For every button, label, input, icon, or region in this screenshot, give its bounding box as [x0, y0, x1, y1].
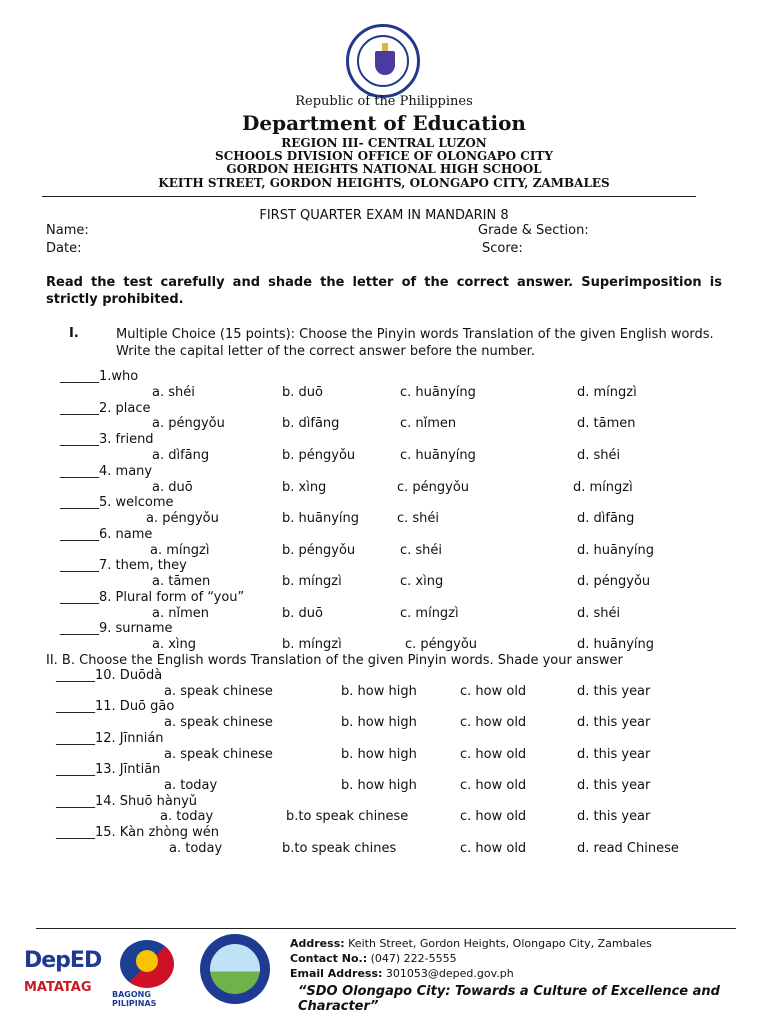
q4-choice-a[interactable]: a. duō: [152, 480, 193, 495]
q5-choice-c[interactable]: c. shéi: [397, 511, 440, 526]
question-1-prompt: ______1.who: [60, 369, 139, 384]
q3-choice-b[interactable]: b. péngyǒu: [282, 448, 356, 463]
address-line: KEITH STREET, GORDON HEIGHTS, OLONGAPO CITY, ZAMBALES: [158, 176, 610, 190]
question-7-prompt: ______7. them, they: [60, 558, 187, 573]
q4-choice-b[interactable]: b. xìng: [282, 480, 327, 495]
q8-choice-d[interactable]: d. shéi: [577, 606, 621, 621]
question-2-prompt: ______2. place: [60, 401, 151, 416]
grade-section-label: Grade & Section:: [478, 223, 589, 238]
question-12-prompt: ______12. Jīnnián: [56, 731, 164, 746]
name-label: Name:: [46, 223, 89, 238]
date-label: Date:: [46, 241, 82, 256]
q10-choice-b[interactable]: b. how high: [341, 684, 417, 699]
q8-choice-b[interactable]: b. duō: [282, 606, 323, 621]
q7-choice-d[interactable]: d. péngyǒu: [577, 574, 651, 589]
exam-title: FIRST QUARTER EXAM IN MANDARIN 8: [259, 208, 509, 223]
q10-choice-d[interactable]: d. this year: [577, 684, 651, 699]
q12-choice-a[interactable]: a. speak chinese: [164, 747, 273, 762]
question-15-prompt: ______15. Kàn zhòng wén: [56, 825, 219, 840]
q14-choice-d[interactable]: d. this year: [577, 809, 651, 824]
q12-choice-c[interactable]: c. how old: [460, 747, 527, 762]
q11-choice-b[interactable]: b. how high: [341, 715, 417, 730]
q8-choice-a[interactable]: a. nǐmen: [152, 606, 209, 621]
question-14-prompt: ______14. Shuō hànyǔ: [56, 794, 198, 809]
q1-choice-b[interactable]: b. duō: [282, 385, 323, 400]
footer-email: [290, 967, 514, 980]
q12-choice-d[interactable]: d. this year: [577, 747, 651, 762]
address-value: Keith Street, Gordon Heights, Olongapo City, Zambales: [348, 937, 652, 950]
footer-contact: [290, 952, 457, 965]
q6-choice-a[interactable]: a. míngzì: [150, 543, 210, 558]
q9-choice-d[interactable]: d. huānyíng: [577, 637, 654, 652]
q4-choice-c[interactable]: c. péngyǒu: [397, 480, 470, 495]
part2-directions: II. B. Choose the English words Translation of the given Pinyin words. Shade your answer: [46, 653, 623, 668]
q7-choice-c[interactable]: c. xìng: [400, 574, 444, 589]
email-label: Email Address:: [290, 967, 383, 980]
q15-choice-c[interactable]: c. how old: [460, 841, 527, 856]
q1-choice-c[interactable]: c. huānyíng: [400, 385, 476, 400]
bagong-pilipinas-logo: [112, 936, 182, 1008]
question-11-prompt: ______11. Duō gāo: [56, 699, 175, 714]
part1-directions: Multiple Choice (15 points): Choose the Pinyin words Translation of the given English words. Write the capital letter of the correct answer before the number.: [116, 327, 714, 359]
question-9-prompt: ______9. surname: [60, 621, 173, 636]
q3-choice-d[interactable]: d. shéi: [577, 448, 621, 463]
q8-choice-c[interactable]: c. míngzì: [400, 606, 459, 621]
question-3-prompt: ______3. friend: [60, 432, 154, 447]
q10-choice-a[interactable]: a. speak chinese: [164, 684, 273, 699]
q9-choice-c[interactable]: c. péngyǒu: [405, 637, 478, 652]
footer-address: [290, 937, 652, 950]
q11-choice-c[interactable]: c. how old: [460, 715, 527, 730]
q2-choice-b[interactable]: b. dìfāng: [282, 416, 340, 431]
q13-choice-b[interactable]: b. how high: [341, 778, 417, 793]
q5-choice-d[interactable]: d. dìfāng: [577, 511, 635, 526]
q15-choice-a[interactable]: a. today: [169, 841, 223, 856]
question-8-prompt: ______8. Plural form of “you”: [60, 590, 245, 605]
matatag-logo-text: MATATAG: [24, 980, 92, 995]
school-seal-logo: [200, 934, 270, 1004]
q1-choice-a[interactable]: a. shéi: [152, 385, 195, 400]
q14-choice-a[interactable]: a. today: [160, 809, 214, 824]
q13-choice-a[interactable]: a. today: [164, 778, 218, 793]
q10-choice-c[interactable]: c. how old: [460, 684, 527, 699]
bagong-pilipinas-label: BAGONG PILIPINAS: [112, 990, 157, 1008]
q7-choice-b[interactable]: b. míngzì: [282, 574, 342, 589]
header-divider: [42, 196, 696, 197]
q5-choice-b[interactable]: b. huānyíng: [282, 511, 359, 526]
department-title: Department of Education: [242, 111, 526, 135]
q4-choice-d[interactable]: d. míngzì: [573, 480, 633, 495]
q9-choice-a[interactable]: a. xìng: [152, 637, 197, 652]
question-10-prompt: ______10. Duōdà: [56, 668, 163, 683]
q14-choice-b[interactable]: b.to speak chinese: [286, 809, 409, 824]
q12-choice-b[interactable]: b. how high: [341, 747, 417, 762]
deped-matatag-logo: [24, 944, 100, 1000]
division-line: SCHOOLS DIVISION OFFICE OF OLONGAPO CITY: [215, 149, 553, 163]
part1-number: I.: [69, 326, 79, 341]
q13-choice-c[interactable]: c. how old: [460, 778, 527, 793]
question-5-prompt: ______5. welcome: [60, 495, 174, 510]
q13-choice-d[interactable]: d. this year: [577, 778, 651, 793]
deped-seal-logo: [346, 24, 420, 98]
score-label: Score:: [482, 241, 523, 256]
instructions: Read the test carefully and shade the letter of the correct answer. Superimposition is strictly prohibited.: [46, 275, 722, 307]
address-label: Address:: [290, 937, 345, 950]
question-4-prompt: ______4. many: [60, 464, 153, 479]
email-value: 301053@deped.gov.ph: [385, 967, 514, 980]
q6-choice-b[interactable]: b. péngyǒu: [282, 543, 356, 558]
q14-choice-c[interactable]: c. how old: [460, 809, 527, 824]
contact-label: Contact No.:: [290, 952, 368, 965]
q7-choice-a[interactable]: a. tāmen: [152, 574, 211, 589]
republic-line: Republic of the Philippines: [295, 94, 473, 109]
deped-logo-text: DepED: [24, 948, 102, 973]
footer-divider: [36, 928, 736, 929]
q2-choice-a[interactable]: a. péngyǒu: [152, 416, 225, 431]
q5-choice-a[interactable]: a. péngyǒu: [146, 511, 219, 526]
question-13-prompt: ______13. Jīntiān: [56, 762, 161, 777]
q11-choice-d[interactable]: d. this year: [577, 715, 651, 730]
q3-choice-a[interactable]: a. dìfāng: [152, 448, 210, 463]
q6-choice-c[interactable]: c. shéi: [400, 543, 443, 558]
q2-choice-c[interactable]: c. nǐmen: [400, 416, 457, 431]
region-line: REGION III- CENTRAL LUZON: [281, 136, 487, 150]
q15-choice-b[interactable]: b.to speak chines: [282, 841, 397, 856]
question-6-prompt: ______6. name: [60, 527, 153, 542]
q3-choice-c[interactable]: c. huānyíng: [400, 448, 476, 463]
q6-choice-d[interactable]: d. huānyíng: [577, 543, 654, 558]
q2-choice-d[interactable]: d. tāmen: [577, 416, 636, 431]
q11-choice-a[interactable]: a. speak chinese: [164, 715, 273, 730]
footer-motto: “SDO Olongapo City: Towards a Culture of Excellence and Character”: [298, 984, 720, 1014]
q15-choice-d[interactable]: d. read Chinese: [577, 841, 679, 856]
contact-value: (047) 222-5555: [370, 952, 457, 965]
q9-choice-b[interactable]: b. míngzì: [282, 637, 342, 652]
q1-choice-d[interactable]: d. míngzì: [577, 385, 637, 400]
school-line: GORDON HEIGHTS NATIONAL HIGH SCHOOL: [226, 162, 542, 176]
